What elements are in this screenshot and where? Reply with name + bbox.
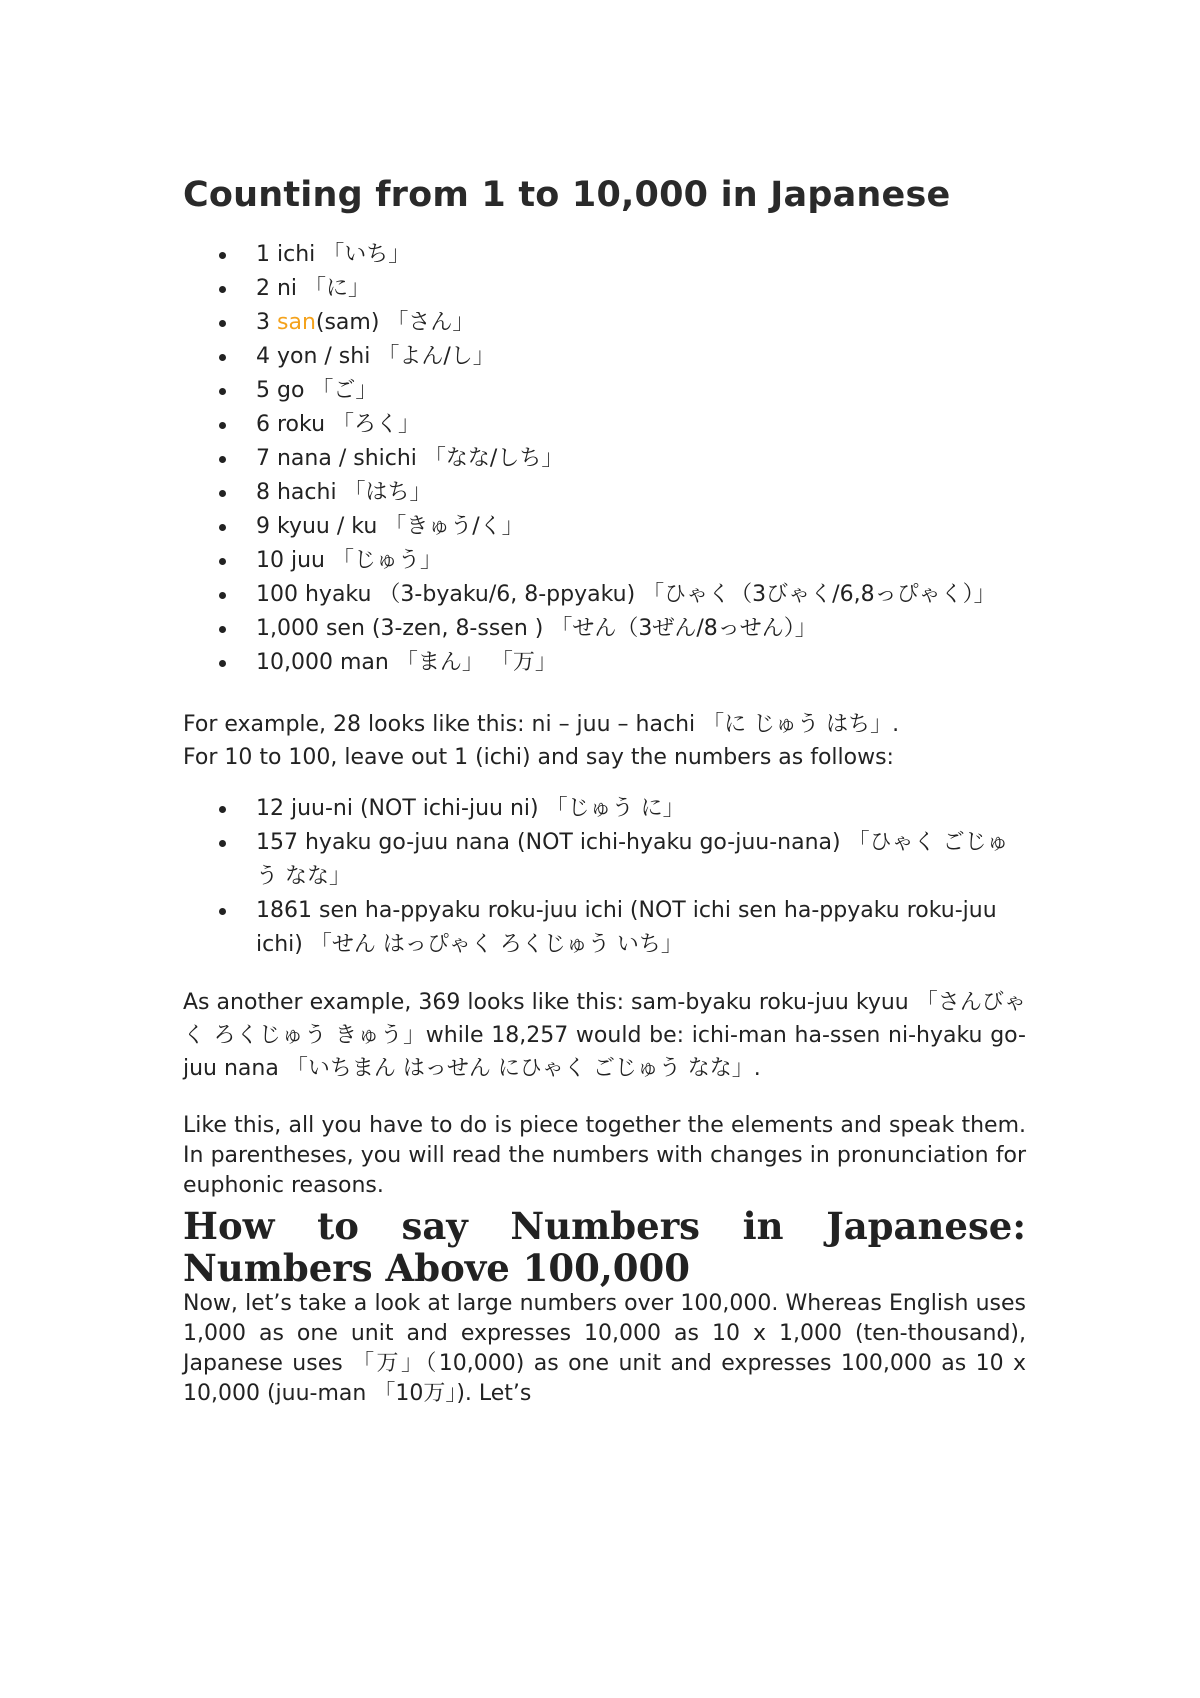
list-item (183, 306, 1026, 340)
list-item: 7 nana / shichi 「なな/しち」 (183, 442, 1026, 476)
page-title: Counting from 1 to 10,000 in Japanese (183, 175, 951, 215)
list-item: 10,000 man 「まん」 「万」 (183, 646, 1026, 680)
rule-paragraph: For 10 to 100, leave out 1 (ichi) and say the numbers as follows: (183, 745, 894, 770)
list-item: 157 hyaku go-juu nana (NOT ichi-hyaku go-juu-nana) 「ひゃく ごじゅう なな」 (183, 826, 1026, 894)
list-item: 10 juu 「じゅう」 (183, 544, 1026, 578)
list-item: 1861 sen ha-ppyaku roku-juu ichi (NOT ichi sen ha-ppyaku roku-juu ichi) 「せん はっぴゃく ろくじゅう いち」 (183, 894, 1026, 962)
list-item: 8 hachi 「はち」 (183, 476, 1026, 510)
list-item: 9 kyuu / ku 「きゅう/く」 (183, 510, 1026, 544)
list-item: 1,000 sen (3-zen, 8-ssen ) 「せん（3ぜん/8っせん）」 (183, 612, 1026, 646)
list-item-suffix: (sam) 「さん」 (315, 310, 475, 335)
summary-paragraph: Like this, all you have to do is piece together the elements and speak them. In parentheses, you will read the numbers with changes in pronunciation for euphonic reasons. (183, 1113, 1026, 1198)
example-paragraph: For example, 28 looks like this: ni – juu – hachi 「に じゅう はち」. (183, 712, 900, 737)
list-item: 4 yon / shi 「よん/し」 (183, 340, 1026, 374)
highlighted-word: san (277, 310, 316, 335)
list-item-prefix: 3 (256, 310, 277, 335)
numbers-list (183, 238, 1026, 680)
list-item: 12 juu-ni (NOT ichi-juu ni) 「じゅう に」 (183, 792, 1026, 826)
large-numbers-paragraph: Now, let’s take a look at large numbers over 100,000. Whereas English uses 1,000 as one unit and expresses 10,000 as 10 x 1,000 (ten-thousand), Japanese uses 「万」（10,000) as one unit and expresses 100,000 as 10 x 10,000 (juu-man 「10万」). Let’s (183, 1291, 1026, 1406)
section-heading: How to say Numbers in Japanese: Numbers Above 100,000 (183, 1204, 1026, 1290)
list-item: 5 go 「ご」 (183, 374, 1026, 408)
list-item: 100 hyaku （3-byaku/6, 8-ppyaku) 「ひゃく（3びゃく/6,8っぴゃく）」 (183, 578, 1026, 612)
examples-list (183, 792, 1026, 962)
list-item: 2 ni 「に」 (183, 272, 1026, 306)
list-item: 1 ichi 「いち」 (183, 238, 1026, 272)
document-content (183, 170, 1026, 1409)
list-item: 6 roku 「ろく」 (183, 408, 1026, 442)
another-example-paragraph: As another example, 369 looks like this: sam-byaku roku-juu kyuu 「さんびゃく ろくじゅう きゅう」while 18,257 would be: ichi-man ha-ssen ni-hyaku go-juu nana 「いちまん はっせん にひゃく ごじゅう なな」. (183, 990, 1026, 1081)
